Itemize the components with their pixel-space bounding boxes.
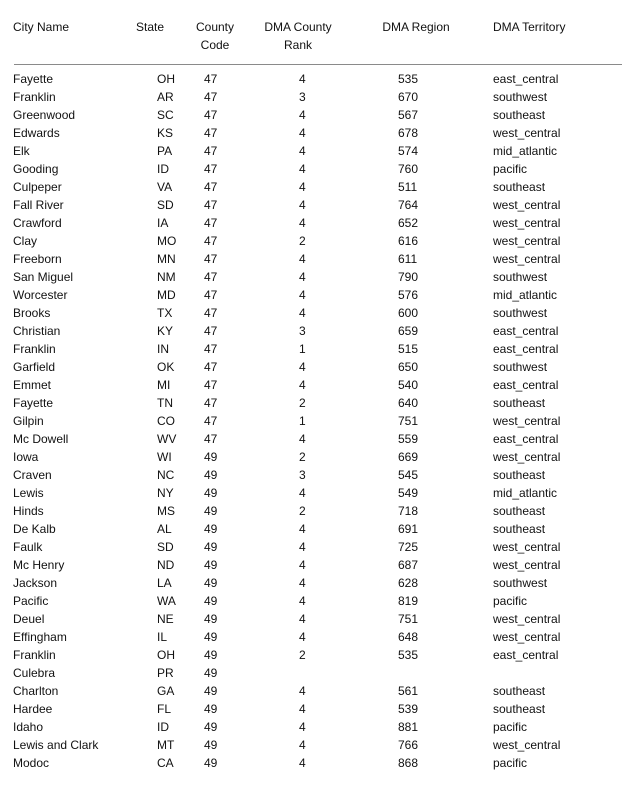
cell-city-name: Clay [13,234,38,248]
cell-city-name: Crawford [13,216,62,230]
cell-state: WI [157,450,172,464]
cell-dma-territory: southeast [493,684,546,698]
cell-state: MS [157,504,175,518]
cell-city-name: Effingham [13,630,67,644]
cell-dma-region: 881 [398,720,419,734]
cell-dma-region: 652 [398,216,419,230]
header-city-name [13,18,69,36]
cell-state: ID [157,162,169,176]
table-row [0,700,622,718]
cell-dma-region: 678 [398,126,419,140]
cell-dma-territory: southeast [493,108,546,122]
cell-state: NE [157,612,174,626]
table-row [0,520,622,538]
cell-dma-region: 616 [398,234,419,248]
cell-state: KS [157,126,174,140]
cell-dma-territory: southwest [493,90,548,104]
header-dma-county-rank-line2: Rank [283,38,312,52]
cell-county-code: 49 [204,594,218,608]
cell-city-name: Franklin [13,342,56,356]
cell-county-code: 49 [204,468,218,482]
cell-dma-county-rank: 4 [299,288,306,302]
cell-state: PR [157,666,174,680]
table-row [0,466,622,484]
cell-county-code: 47 [204,288,218,302]
cell-dma-region: 650 [398,360,419,374]
table-row [0,268,622,286]
cell-dma-region: 760 [398,162,419,176]
cell-county-code: 49 [204,504,218,518]
cell-dma-county-rank: 4 [299,126,306,140]
cell-state: SD [157,198,174,212]
cell-county-code: 47 [204,378,218,392]
cell-dma-region: 535 [398,72,419,86]
cell-city-name: Christian [13,324,61,338]
cell-dma-territory: west_central [493,540,561,554]
cell-county-code: 49 [204,702,218,716]
cell-dma-region: 515 [398,342,419,356]
cell-dma-county-rank: 2 [299,450,306,464]
cell-dma-territory: east_central [493,324,559,338]
cell-dma-region: 535 [398,648,419,662]
cell-dma-region: 764 [398,198,419,212]
cell-county-code: 49 [204,756,218,770]
cell-dma-territory: west_central [493,630,561,644]
cell-dma-territory: west_central [493,252,561,266]
cell-dma-territory: southeast [493,702,546,716]
cell-city-name: Franklin [13,90,56,104]
cell-dma-county-rank: 4 [299,522,306,536]
cell-county-code: 49 [204,450,218,464]
cell-county-code: 47 [204,414,218,428]
cell-state: OK [157,360,175,374]
cell-dma-region: 549 [398,486,419,500]
cell-state: OH [157,72,175,86]
cell-dma-county-rank: 1 [299,414,306,428]
header-dma-region-line: DMA Region [382,20,450,34]
cell-county-code: 47 [204,270,218,284]
cell-dma-region: 819 [398,594,419,608]
cell-state: AR [157,90,174,104]
cell-county-code: 49 [204,666,218,680]
cell-state: NC [157,468,175,482]
cell-dma-region: 611 [398,252,418,266]
cell-dma-region: 559 [398,432,419,446]
cell-state: MO [157,234,177,248]
table-row [0,610,622,628]
cell-state: MT [157,738,175,752]
table-row [0,628,622,646]
cell-dma-county-rank: 4 [299,612,306,626]
cell-county-code: 49 [204,648,218,662]
cell-dma-region: 718 [398,504,419,518]
cell-dma-territory: southwest [493,576,548,590]
cell-city-name: Pacific [13,594,49,608]
cell-dma-county-rank: 4 [299,630,306,644]
table-row [0,106,622,124]
cell-state: IA [157,216,169,230]
table-body [0,70,622,772]
cell-dma-county-rank: 4 [299,432,306,446]
cell-dma-county-rank: 4 [299,216,306,230]
header-county-code-line2: Code [200,38,230,52]
cell-state: SD [157,540,174,554]
cell-dma-region: 751 [398,612,419,626]
cell-dma-region: 725 [398,540,419,554]
table-row [0,592,622,610]
cell-state: ID [157,720,169,734]
cell-city-name: Brooks [13,306,51,320]
cell-state: FL [157,702,172,716]
cell-county-code: 47 [204,162,218,176]
cell-dma-territory: east_central [493,648,559,662]
table-row [0,412,622,430]
cell-state: SC [157,108,174,122]
cell-dma-county-rank: 4 [299,594,306,608]
cell-city-name: Deuel [13,612,45,626]
cell-county-code: 47 [204,432,218,446]
cell-county-code: 47 [204,216,218,230]
cell-dma-region: 659 [398,324,419,338]
table-row [0,718,622,736]
cell-city-name: Fayette [13,72,54,86]
cell-city-name: Lewis [13,486,44,500]
cell-county-code: 47 [204,180,218,194]
cell-state: CA [157,756,174,770]
cell-dma-territory: east_central [493,432,559,446]
cell-dma-county-rank: 2 [299,396,306,410]
cell-dma-county-rank: 4 [299,252,306,266]
cell-dma-county-rank: 4 [299,486,306,500]
cell-city-name: Gooding [13,162,59,176]
cell-dma-territory: mid_atlantic [493,288,558,302]
header-city-name-line: City Name [13,20,70,34]
cell-dma-county-rank: 4 [299,576,306,590]
cell-dma-county-rank: 4 [299,558,306,572]
cell-city-name: Garfield [13,360,56,374]
cell-dma-region: 868 [398,756,419,770]
cell-city-name: Hardee [13,702,53,716]
cell-city-name: Fall River [13,198,64,212]
cell-city-name: Faulk [13,540,43,554]
table-row [0,754,622,772]
cell-dma-territory: east_central [493,342,559,356]
cell-city-name: Mc Dowell [13,432,69,446]
table-row [0,376,622,394]
cell-dma-region: 640 [398,396,419,410]
cell-dma-territory: west_central [493,126,561,140]
header-state-line: State [136,20,165,34]
cell-dma-region: 600 [398,306,419,320]
cell-dma-county-rank: 4 [299,270,306,284]
cell-state: PA [157,144,173,158]
cell-city-name: Jackson [13,576,58,590]
table-row [0,196,622,214]
cell-dma-region: 790 [398,270,419,284]
cell-dma-territory: mid_atlantic [493,144,558,158]
cell-state: IN [157,342,169,356]
cell-dma-territory: southwest [493,360,548,374]
cell-dma-territory: southeast [493,522,546,536]
table-row [0,178,622,196]
cell-county-code: 47 [204,108,218,122]
cell-dma-territory: southeast [493,396,546,410]
cell-county-code: 47 [204,90,218,104]
cell-state: TX [157,306,173,320]
table-row [0,232,622,250]
cell-county-code: 47 [204,342,218,356]
table-row [0,124,622,142]
cell-city-name: Edwards [13,126,60,140]
cell-county-code: 47 [204,144,218,158]
cell-dma-territory: pacific [493,162,528,176]
cell-dma-county-rank: 3 [299,324,306,338]
cell-county-code: 47 [204,126,218,140]
header-dma-county-rank [262,18,334,54]
header-dma-territory-line: DMA Territory [493,20,566,34]
cell-dma-county-rank: 1 [299,342,306,356]
cell-state: MI [157,378,171,392]
cell-state: VA [157,180,173,194]
cell-county-code: 47 [204,324,218,338]
cell-county-code: 49 [204,630,218,644]
cell-dma-county-rank: 4 [299,198,306,212]
cell-county-code: 49 [204,612,218,626]
cell-city-name: Culpeper [13,180,62,194]
cell-state: LA [157,576,172,590]
cell-city-name: Worcester [13,288,68,302]
cell-dma-territory: pacific [493,720,528,734]
cell-state: TN [157,396,173,410]
cell-state: CO [157,414,175,428]
table-row [0,556,622,574]
cell-dma-county-rank: 4 [299,702,306,716]
cell-dma-region: 574 [398,144,419,158]
cell-county-code: 49 [204,576,218,590]
cell-state: WA [157,594,176,608]
cell-state: WV [157,432,177,446]
cell-dma-region: 628 [398,576,419,590]
header-dma-territory [493,18,565,36]
cell-dma-territory: pacific [493,594,528,608]
cell-dma-county-rank: 4 [299,108,306,122]
table-row [0,646,622,664]
header-state [136,18,164,36]
cell-city-name: Lewis and Clark [13,738,99,752]
cell-dma-territory: southwest [493,270,548,284]
cell-state: IL [157,630,168,644]
table-row [0,502,622,520]
cell-city-name: Greenwood [13,108,76,122]
cell-state: GA [157,684,175,698]
cell-state: MD [157,288,176,302]
cell-dma-county-rank: 4 [299,720,306,734]
cell-dma-region: 691 [398,522,419,536]
cell-dma-territory: east_central [493,72,559,86]
cell-county-code: 49 [204,522,218,536]
cell-dma-region: 669 [398,450,419,464]
cell-state: MN [157,252,176,266]
cell-dma-county-rank: 4 [299,684,306,698]
cell-dma-county-rank: 4 [299,738,306,752]
cell-dma-region: 687 [398,558,419,572]
cell-city-name: Modoc [13,756,50,770]
cell-city-name: Craven [13,468,52,482]
cell-city-name: San Miguel [13,270,74,284]
cell-dma-region: 670 [398,90,419,104]
cell-state: NY [157,486,174,500]
cell-dma-county-rank: 2 [299,648,306,662]
cell-city-name: Culebra [13,666,56,680]
cell-dma-region: 545 [398,468,419,482]
table-row [0,160,622,178]
table-row [0,340,622,358]
cell-county-code: 49 [204,558,218,572]
header-county-code [193,18,237,54]
cell-dma-county-rank: 4 [299,540,306,554]
table-row [0,286,622,304]
table-row [0,304,622,322]
table-row [0,214,622,232]
cell-dma-region: 648 [398,630,419,644]
cell-dma-county-rank: 4 [299,144,306,158]
table-row [0,682,622,700]
cell-city-name: Iowa [13,450,39,464]
cell-county-code: 47 [204,252,218,266]
cell-dma-territory: west_central [493,450,561,464]
cell-dma-territory: west_central [493,558,561,572]
cell-state: KY [157,324,174,338]
cell-city-name: Mc Henry [13,558,65,572]
cell-county-code: 49 [204,540,218,554]
cell-city-name: De Kalb [13,522,56,536]
cell-county-code: 47 [204,234,218,248]
table-row [0,358,622,376]
table-row [0,538,622,556]
cell-dma-region: 511 [398,180,418,194]
cell-dma-county-rank: 2 [299,504,306,518]
table-row [0,322,622,340]
cell-dma-county-rank: 4 [299,756,306,770]
cell-dma-county-rank: 3 [299,468,306,482]
cell-dma-region: 539 [398,702,419,716]
cell-dma-county-rank: 4 [299,360,306,374]
table-row [0,484,622,502]
cell-city-name: Gilpin [13,414,44,428]
cell-dma-territory: southeast [493,504,546,518]
cell-dma-region: 567 [398,108,419,122]
table-row [0,574,622,592]
table-row [0,250,622,268]
cell-dma-region: 561 [398,684,419,698]
cell-dma-county-rank: 4 [299,162,306,176]
cell-dma-county-rank: 3 [299,90,306,104]
cell-state: NM [157,270,176,284]
header-divider [14,64,622,65]
header-dma-region [372,18,460,36]
cell-county-code: 47 [204,72,218,86]
cell-county-code: 47 [204,360,218,374]
cell-dma-territory: east_central [493,378,559,392]
cell-state: AL [157,522,172,536]
cell-city-name: Franklin [13,648,56,662]
table-row [0,88,622,106]
cell-county-code: 47 [204,306,218,320]
table-row [0,394,622,412]
cell-dma-territory: pacific [493,756,528,770]
table-row [0,430,622,448]
cell-dma-region: 766 [398,738,419,752]
cell-city-name: Emmet [13,378,52,392]
cell-dma-county-rank: 4 [299,72,306,86]
cell-county-code: 47 [204,198,218,212]
cell-county-code: 49 [204,684,218,698]
cell-dma-region: 576 [398,288,419,302]
cell-dma-county-rank: 2 [299,234,306,248]
table-row [0,736,622,754]
cell-county-code: 47 [204,396,218,410]
cell-dma-territory: west_central [493,234,561,248]
cell-dma-territory: west_central [493,612,561,626]
cell-county-code: 49 [204,738,218,752]
table-row [0,664,622,682]
cell-city-name: Hinds [13,504,44,518]
table-row [0,142,622,160]
cell-state: OH [157,648,175,662]
cell-city-name: Idaho [13,720,44,734]
cell-dma-territory: west_central [493,198,561,212]
table-row [0,70,622,88]
cell-dma-territory: southeast [493,468,546,482]
cell-dma-county-rank: 4 [299,378,306,392]
cell-dma-county-rank: 4 [299,306,306,320]
cell-county-code: 49 [204,720,218,734]
cell-dma-territory: west_central [493,216,561,230]
cell-county-code: 49 [204,486,218,500]
table-row [0,448,622,466]
cell-state: ND [157,558,175,572]
cell-city-name: Freeborn [13,252,62,266]
cell-dma-region: 751 [398,414,419,428]
cell-dma-county-rank: 4 [299,180,306,194]
cell-dma-territory: west_central [493,414,561,428]
header-county-code-line1: County [195,20,235,34]
cell-dma-territory: west_central [493,738,561,752]
cell-city-name: Fayette [13,396,54,410]
cell-dma-territory: southwest [493,306,548,320]
cell-dma-territory: mid_atlantic [493,486,558,500]
cell-city-name: Elk [13,144,30,158]
cell-dma-territory: southeast [493,180,546,194]
cell-city-name: Charlton [13,684,59,698]
header-dma-county-rank-line1: DMA County [264,20,332,34]
cell-dma-region: 540 [398,378,419,392]
